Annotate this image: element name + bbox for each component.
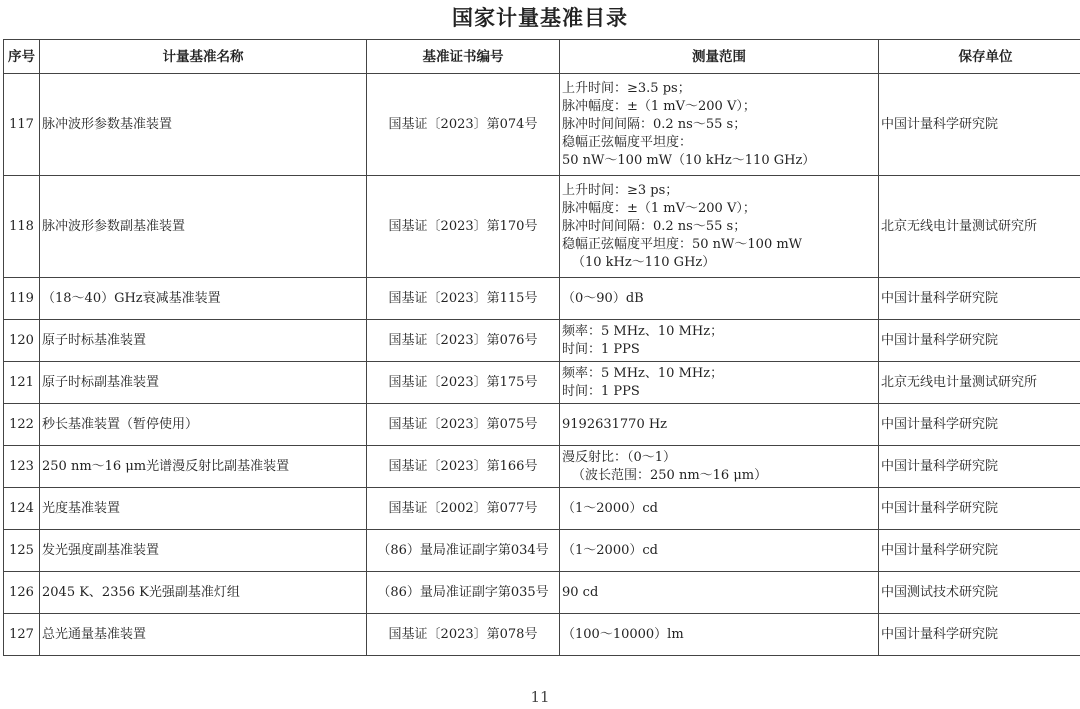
cell-cert: 国基证〔2023〕第115号 [367, 278, 560, 320]
range-line: 9192631770 Hz [562, 416, 668, 432]
cell-cert: 国基证〔2023〕第075号 [367, 404, 560, 446]
range-line: 脉冲时间间隔：0.2 ns～55 s； [562, 116, 747, 132]
cell-no: 124 [4, 488, 40, 530]
cell-range [560, 488, 879, 530]
cell-name: 2045 K、2356 K光强副基准灯组 [40, 572, 367, 614]
range-line: （波长范围：250 nm～16 μm） [572, 467, 768, 483]
cell-unit: 中国计量科学研究院 [879, 488, 1080, 530]
range-line: 脉冲幅度：±（1 mV～200 V）； [562, 98, 756, 114]
header-no: 序号 [4, 40, 40, 74]
cell-range [560, 404, 879, 446]
cell-range [560, 614, 879, 656]
cell-no: 123 [4, 446, 40, 488]
table-row [4, 572, 1080, 614]
table-row [4, 320, 1080, 362]
cell-unit: 北京无线电计量测试研究所 [879, 362, 1080, 404]
cell-unit: 中国计量科学研究院 [879, 446, 1080, 488]
cell-name: （18～40）GHz衰减基准装置 [40, 278, 367, 320]
table-row [4, 74, 1080, 176]
range-line: 时间：1 PPS [562, 383, 640, 399]
range-line: 脉冲幅度：±（1 mV～200 V）； [562, 200, 756, 216]
cell-name: 原子时标副基准装置 [40, 362, 367, 404]
cell-no: 118 [4, 176, 40, 278]
cell-name: 发光强度副基准装置 [40, 530, 367, 572]
page-title: 国家计量基准目录 [452, 6, 628, 30]
range-line: 漫反射比：（0～1） [562, 449, 677, 465]
range-line: （100～10000）lm [562, 626, 684, 642]
cell-unit: 中国计量科学研究院 [879, 614, 1080, 656]
cell-no: 122 [4, 404, 40, 446]
cell-no: 117 [4, 74, 40, 176]
range-line: 频率：5 MHz、10 MHz； [562, 365, 724, 381]
table-row [4, 404, 1080, 446]
cell-name: 脉冲波形参数基准装置 [40, 74, 367, 176]
range-line: 稳幅正弦幅度平坦度：50 nW～100 mW [562, 236, 803, 252]
cell-name: 原子时标基准装置 [40, 320, 367, 362]
cell-cert: （86）量局准证副字第035号 [367, 572, 560, 614]
cell-no: 119 [4, 278, 40, 320]
cell-range [560, 320, 879, 362]
range-line: 上升时间：≥3.5 ps； [562, 80, 691, 96]
header-range: 测量范围 [560, 40, 879, 74]
cell-no: 120 [4, 320, 40, 362]
range-line: 稳幅正弦幅度平坦度： [562, 134, 693, 150]
range-line: （1～2000）cd [562, 500, 658, 516]
page-number: 11 [530, 688, 550, 706]
range-line: 频率：5 MHz、10 MHz； [562, 323, 724, 339]
cell-cert: 国基证〔2023〕第170号 [367, 176, 560, 278]
cell-cert: 国基证〔2023〕第078号 [367, 614, 560, 656]
cell-range [560, 572, 879, 614]
range-line: 上升时间：≥3 ps； [562, 182, 679, 198]
cell-name: 秒长基准装置（暂停使用） [40, 404, 367, 446]
cell-cert: 国基证〔2023〕第076号 [367, 320, 560, 362]
cell-range [560, 176, 879, 278]
table-row [4, 488, 1080, 530]
cell-cert: （86）量局准证副字第034号 [367, 530, 560, 572]
cell-cert: 国基证〔2002〕第077号 [367, 488, 560, 530]
table-header-row [4, 40, 1080, 74]
cell-range [560, 278, 879, 320]
cell-cert: 国基证〔2023〕第074号 [367, 74, 560, 176]
cell-no: 127 [4, 614, 40, 656]
table-row [4, 278, 1080, 320]
table-row [4, 446, 1080, 488]
header-cert: 基准证书编号 [367, 40, 560, 74]
header-unit: 保存单位 [879, 40, 1080, 74]
cell-unit: 中国计量科学研究院 [879, 530, 1080, 572]
range-line: 脉冲时间间隔：0.2 ns～55 s； [562, 218, 747, 234]
range-line: （1～2000）cd [562, 542, 658, 558]
table-row [4, 530, 1080, 572]
table-row [4, 362, 1080, 404]
cell-no: 121 [4, 362, 40, 404]
range-line: 时间：1 PPS [562, 341, 640, 357]
cell-name: 脉冲波形参数副基准装置 [40, 176, 367, 278]
cell-unit: 中国计量科学研究院 [879, 74, 1080, 176]
table-body [4, 74, 1080, 656]
cell-unit: 中国计量科学研究院 [879, 278, 1080, 320]
cell-cert: 国基证〔2023〕第175号 [367, 362, 560, 404]
cell-unit: 北京无线电计量测试研究所 [879, 176, 1080, 278]
cell-name: 250 nm～16 μm光谱漫反射比副基准装置 [40, 446, 367, 488]
range-line: （10 kHz～110 GHz） [572, 254, 716, 270]
range-line: （0～90）dB [562, 290, 644, 306]
range-line: 50 nW～100 mW（10 kHz～110 GHz） [562, 152, 816, 168]
cell-range [560, 446, 879, 488]
cell-no: 125 [4, 530, 40, 572]
cell-cert: 国基证〔2023〕第166号 [367, 446, 560, 488]
cell-name: 总光通量基准装置 [40, 614, 367, 656]
table-row [4, 614, 1080, 656]
cell-unit: 中国测试技术研究院 [879, 572, 1080, 614]
cell-unit: 中国计量科学研究院 [879, 404, 1080, 446]
table-row [4, 176, 1080, 278]
header-name: 计量基准名称 [40, 40, 367, 74]
cell-range [560, 74, 879, 176]
range-line: 90 cd [562, 584, 599, 600]
cell-range [560, 530, 879, 572]
standards-table [3, 39, 1080, 656]
cell-unit: 中国计量科学研究院 [879, 320, 1080, 362]
cell-no: 126 [4, 572, 40, 614]
cell-range [560, 362, 879, 404]
cell-name: 光度基准装置 [40, 488, 367, 530]
